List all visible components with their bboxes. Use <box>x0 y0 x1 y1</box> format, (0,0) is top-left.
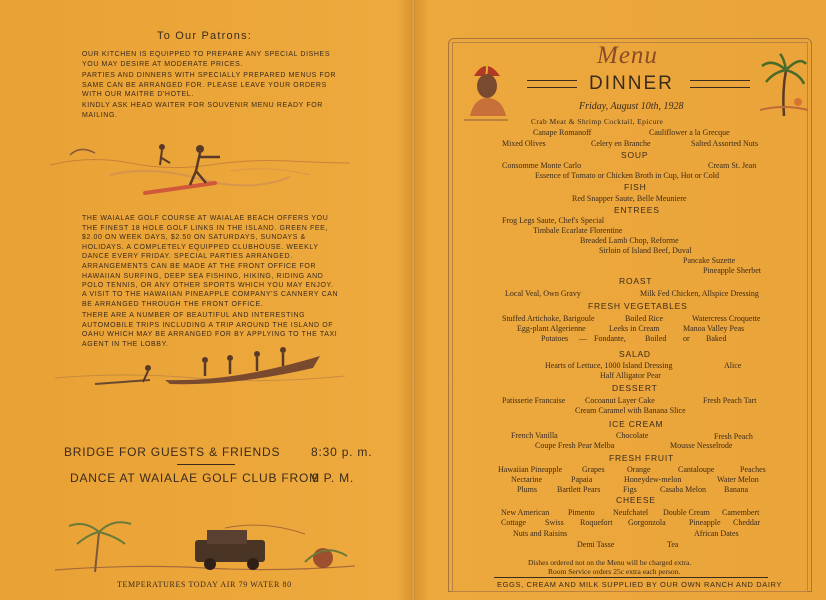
bridge-time: 8:30 p. m. <box>311 445 373 459</box>
menu-item: Swiss <box>545 518 564 527</box>
car-beach-illustration <box>55 512 355 582</box>
menu-item: Pineapple Sherbet <box>703 266 761 275</box>
menu-item: Tea <box>667 540 679 549</box>
surfing-illustration <box>50 135 350 205</box>
menu-item: Pancake Suzette <box>683 256 736 265</box>
menu-item: Demi Tasse <box>577 540 615 549</box>
menu-item: Timbale Ecarlate Florentine <box>533 226 623 235</box>
menu-item: — <box>579 334 587 343</box>
menu-item: Coupe Fresh Pear Melba <box>535 441 615 450</box>
menu-item: Milk Fed Chicken, Allspice Dressing <box>640 289 759 298</box>
title-rule-right <box>690 80 750 88</box>
menu-item: Half Alligator Pear <box>600 371 661 380</box>
menu-item: Essence of Tomato or Chicken Broth in Cup, Hot or Cold <box>535 171 719 180</box>
title-rule-left <box>527 80 577 88</box>
menu-item: Local Veal, Own Gravy <box>505 289 581 298</box>
menu-item: Potatoes <box>541 334 569 343</box>
center-fold <box>411 0 415 600</box>
menu-date: Friday, August 10th, 1928 <box>579 101 684 112</box>
section-roast: ROAST <box>619 276 653 286</box>
dinner-heading: DINNER <box>589 73 674 94</box>
canoe-illustration <box>55 338 345 398</box>
section-entrees: ENTREES <box>614 205 660 215</box>
menu-item: Water Melon <box>717 475 759 484</box>
menu-item: Baked <box>706 334 727 343</box>
menu-item: Leeks in Cream <box>609 324 660 333</box>
menu-title: Menu <box>597 42 658 69</box>
section-cheese: CHEESE <box>616 495 656 505</box>
menu-item: Peaches <box>740 465 766 474</box>
menu-item: Bartlett Pears <box>557 485 601 494</box>
menu-item: or <box>683 334 690 343</box>
section-dessert: DESSERT <box>612 383 658 393</box>
menu-item: Grapes <box>582 465 605 474</box>
menu-item: Fondante, <box>594 334 626 343</box>
menu-item: Orange <box>627 465 651 474</box>
menu-item: African Dates <box>694 529 739 538</box>
menu-item: Neufchatel <box>613 508 649 517</box>
menu-item: Hearts of Lettuce, 1000 Island Dressing <box>545 361 673 370</box>
menu-item: Manoa Valley Peas <box>683 324 745 333</box>
menu-item: Boiled <box>645 334 667 343</box>
golf-paragraph: THE WAIALAE GOLF COURSE AT WAIALAE BEACH OFFERS YOU THE FINEST 18 HOLE GOLF LINKS IN THE ISLAND. GREEN FEE, $2.00 ON WEEK DAYS, $2.50 ON SATURDAYS, SUNDAYS & HOLIDAYS. A COMPLETELY EQUIPPED CLUBHOUSE. WEEKLY DANCE EVERY FRIDAY. SPECIAL PARTIES ARRANGED. <box>82 215 329 260</box>
menu-item: Plums <box>517 485 538 494</box>
menu-item: Camembert <box>722 508 760 517</box>
menu-item: Cantaloupe <box>678 465 715 474</box>
menu-item: Pimento <box>568 508 595 517</box>
menu-note: Room Service orders 25c extra each person. <box>548 567 681 576</box>
menu-note: Dishes ordered not on the Menu will be charged extra. <box>528 558 692 567</box>
warrior-illustration <box>460 58 512 122</box>
menu-item: Mousse Nesselrode <box>670 441 733 450</box>
section-salad: SALAD <box>619 349 651 359</box>
menu-item: Canape Romanoff <box>533 128 592 137</box>
menu-item: Frog Legs Saute, Chef's Special <box>502 216 605 225</box>
section-ice-cream: ICE CREAM <box>609 419 664 429</box>
dance-line: DANCE AT WAIALAE GOLF CLUB FROM <box>70 471 320 485</box>
menu-item: Alice <box>724 361 742 370</box>
menu-item: Fresh Peach Tart <box>703 396 757 405</box>
menu-item: Cream Caramel with Banana Slice <box>575 406 686 415</box>
menu-item: Pineapple <box>689 518 721 527</box>
starter: Crab Meat & Shrimp Cocktail, Epicure <box>531 117 664 126</box>
patrons-title: To Our Patrons: <box>157 30 253 42</box>
menu-item: Egg-plant Algerienne <box>517 324 586 333</box>
menu-item: Chocolate <box>616 431 649 440</box>
menu-item: Nectarine <box>511 475 543 484</box>
palm-illustration <box>760 52 808 120</box>
menu-item: Salted Assorted Nuts <box>691 139 759 148</box>
menu-item: Boiled Rice <box>625 314 663 323</box>
menu-item: Nuts and Raisins <box>513 529 568 538</box>
menu-item: Figs <box>623 485 637 494</box>
cannery-paragraph: A VISIT TO THE HAWAIIAN PINEAPPLE COMPANY'S CANNERY CAN BE ARRANGED THROUGH THE FRONT OFFICE. <box>82 291 339 308</box>
menu-item: Celery en Branche <box>591 139 651 148</box>
menu-item: Papaia <box>571 475 593 484</box>
menu-item: French Vanilla <box>511 431 558 440</box>
menu-item: Watercress Croquette <box>692 314 761 323</box>
menu-item: Cottage <box>501 518 526 527</box>
menu-item: Stuffed Artichoke, Barigoule <box>502 314 595 323</box>
footer-rule <box>494 577 768 578</box>
menu-item: Sirloin of Island Beef, Duval <box>599 246 692 255</box>
menu-item: Cauliflower a la Grecque <box>649 128 730 137</box>
section-vegetables: FRESH VEGETABLES <box>588 301 688 311</box>
souvenir-paragraph: KINDLY ASK HEAD WAITER FOR SOUVENIR MENU READY FOR MAILING. <box>82 102 323 119</box>
menu-item: Gorgonzola <box>628 518 666 527</box>
parties-paragraph: PARTIES AND DINNERS WITH SPECIALLY PREPARED MENUS FOR SAME CAN BE ARRANGED FOR. PLEASE LEAVE YOUR ORDERS WITH OUR MAITRE D'HOTEL. <box>82 72 337 98</box>
section-fish: FISH <box>624 182 647 192</box>
temperatures: TEMPERATURES TODAY AIR 79 WATER 80 <box>117 580 292 589</box>
menu-item: Roquefort <box>580 518 613 527</box>
section-fresh-fruit: FRESH FRUIT <box>609 453 674 463</box>
kitchen-paragraph: OUR KITCHEN IS EQUIPPED TO PREPARE ANY SPECIAL DISHES YOU MAY DESIRE AT MODERATE PRICES. <box>82 51 331 68</box>
sports-paragraph: ARRANGEMENTS CAN BE MADE AT THE FRONT OFFICE FOR HAWAIIAN SURFING, DEEP SEA FISHING, HIKING, RIDING AND POLO TENNIS, OR ANY OTHER SPORTS WHICH YOU MAY ENJOY. <box>82 263 334 289</box>
menu-item: Honeydew-melon <box>624 475 682 484</box>
menu-item: Mixed Olives <box>502 139 546 148</box>
menu-footer: EGGS, CREAM AND MILK SUPPLIED BY OUR OWN RANCH AND DAIRY <box>497 580 783 589</box>
menu-item: Red Snapper Saute, Belle Meuniere <box>572 194 687 203</box>
menu-item: Patisserie Francaise <box>502 396 566 405</box>
menu-item: Cheddar <box>733 518 761 527</box>
menu-item: Consomme Monte Carlo <box>502 161 582 170</box>
menu-item: Double Cream <box>663 508 710 517</box>
menu-item: Hawaiian Pineapple <box>498 465 563 474</box>
section-soup: SOUP <box>621 150 649 160</box>
auto-trips-paragraph: THERE ARE A NUMBER OF BEAUTIFUL AND INTERESTING AUTOMOBILE TRIPS INCLUDING A TRIP AROUND THE ISLAND OF OAHU WHICH MAY BE ARRANGED FOR BY APPLYING TO THE TAXI AGENT IN THE LOBBY. <box>82 312 338 348</box>
left-panel <box>0 0 410 600</box>
menu-item: Cream St. Jean <box>708 161 757 170</box>
dance-time: 9 P. M. <box>312 471 355 485</box>
bridge-line: BRIDGE FOR GUESTS & FRIENDS <box>64 445 281 459</box>
divider <box>177 464 235 465</box>
menu-item: Breaded Lamb Chop, Reforme <box>580 236 679 245</box>
menu-item: Cocoanut Layer Cake <box>585 396 655 405</box>
menu-item: Fresh Peach <box>714 432 753 441</box>
menu-item: Banana <box>724 485 748 494</box>
menu-item: New American <box>501 508 550 517</box>
menu-item: Casaba Melon <box>660 485 706 494</box>
